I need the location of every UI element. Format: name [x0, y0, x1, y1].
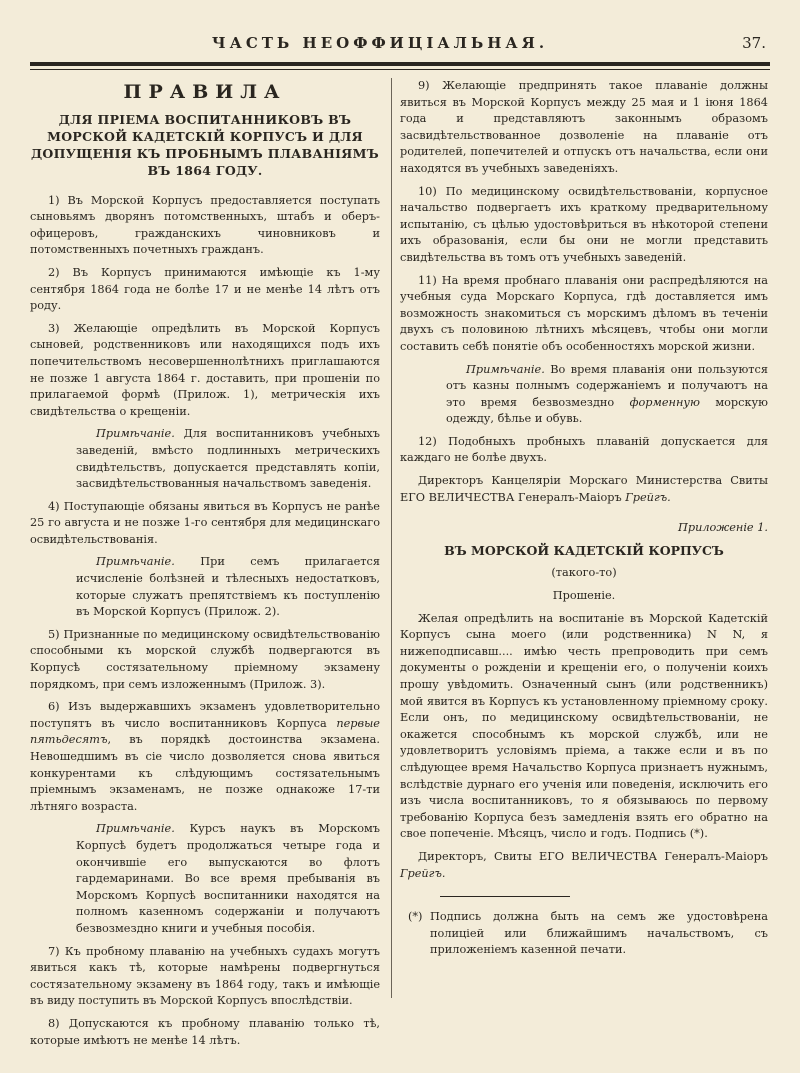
note-label: Примѣчаніе.: [96, 822, 175, 836]
page-number: 37.: [742, 34, 766, 52]
note-text: При семъ прилагается исчисленіе болѣзней и тѣлесныхъ недостатковъ, которые служатъ препятствіемъ къ поступленію въ Морской Корпусъ (Прилож. 2).: [76, 555, 380, 619]
note-3: [76, 821, 380, 937]
appendix-subheading: (такого-то): [551, 566, 617, 580]
document-subtitle: ДЛЯ ПРІЕМА ВОСПИТАННИКОВЪ ВЪ МОРСКОЙ КАДЕТСКІЙ КОРПУСЪ И ДЛЯ ДОПУЩЕНІЯ КЪ ПРОБНЫМЪ ПЛАВАНІЯМЪ ВЪ 1864 ГОДУ.: [31, 111, 379, 178]
signature-2: [400, 849, 768, 882]
text-span: Директоръ Канцеляріи Морскаго Министерства Свиты ЕГО ВЕЛИЧЕСТВА Генералъ-Маіоръ: [400, 474, 768, 504]
rule-paragraph-11: 11) На время пробнаго плаванія они распредѣляются на учебныя суда Морскаго Корпуса, гдѣ доставляется имъ возможность знакомиться съ морскимъ дѣломъ въ теченіи двухъ съ половиною лѣтнихъ мѣсяцевъ, чтобы они могли составить себѣ понятіе объ особенностяхъ морской жизни.: [400, 273, 768, 353]
note-text: Для воспитанниковъ учебныхъ заведеній, вмѣсто подлинныхъ метрическихъ свидѣтельствъ, допускается представлять копіи, засвидѣтельствованныя начальствомъ заведенія.: [76, 427, 380, 491]
footnote-mark: (*): [408, 910, 423, 924]
rule-paragraph-5: 5) Признанные по медицинскому освидѣтельствованію способными къ морской службѣ подвергаются въ Корпусѣ состязательному пріемному экзамену порядкомъ, при семъ изложеннымъ (Прилож. 3).: [30, 627, 380, 691]
rule-paragraph-2: 2) Въ Корпусъ принимаются имѣющіе къ 1-му сентября 1864 года не болѣе 17 и не менѣе 14 лѣтъ отъ роду.: [30, 265, 380, 313]
rule-paragraph-12: 12) Подобныхъ пробныхъ плаваній допускается для каждаго не болѣе двухъ.: [400, 434, 768, 465]
running-title: ЧАСТЬ НЕОФФИЦІАЛЬНАЯ.: [211, 34, 549, 52]
signature-name: Грейгъ.: [625, 490, 671, 504]
rule-paragraph-6: [30, 699, 380, 815]
footnote-rule: [440, 896, 570, 897]
note-label: Примѣчаніе.: [96, 555, 175, 569]
petition-text: Желая опредѣлить на воспитаніе въ Морской Кадетскій Корпусъ сына моего (или родственника) N N, я нижеподписавш.... имѣю честь препроводить при семъ документы о рожденіи и крещеніи его, о полученіи коихъ прошу увѣдомить. Означенный сынъ (или родственникъ) мой явится въ Корпусъ къ установленному пріемному сроку. Если онъ, по медицинскому освидѣтельствованіи, не окажется способнымъ къ морской службѣ, или не удовлетворитъ условіямъ пріема, а также если и въ по слѣдующее время Начальство Корпуса признаетъ нужнымъ, вслѣдствіе дурнаго его ученія или поведенія, исключить его изъ числа воспитанниковъ, то я обязываюсь по первому требованію Корпуса безъ замедленія взять его обратно на свое попеченіе. Мѣсяцъ, число и годъ. Подпись (*).: [400, 611, 768, 841]
text-span: Директоръ, Свиты ЕГО ВЕЛИЧЕСТВА Генералъ-Маіоръ: [418, 849, 768, 863]
text-span: , въ порядкѣ достоинства экзамена. Невошедшимъ въ сіе число дозволяется снова явиться конкурентами къ слѣдующимъ состязательнымъ пріемнымъ экзаменамъ, не позже однакоже 17-ти лѣтняго возраста.: [30, 733, 380, 813]
rule-paragraph-1: 1) Въ Морской Корпусъ предоставляется поступать сыновьямъ дворянъ потомственныхъ, штабъ и оберъ-офицеровъ, гражданскихъ чиновниковъ и потомственныхъ почетныхъ гражданъ.: [30, 193, 380, 257]
footnote: [408, 909, 768, 959]
note-2: [76, 554, 380, 620]
header-rule-thin: [30, 69, 770, 70]
appendix-kind: Прошеніе.: [552, 589, 616, 603]
rule-paragraph-4: 4) Поступающіе обязаны явиться въ Корпусъ не ранѣе 25 го августа и не позже 1-го сентября для медицинскаго освидѣтельствованія.: [30, 499, 380, 546]
signature-name: Грейгъ.: [400, 866, 446, 880]
text-span: 6) Изъ выдержавшихъ экзаменъ удовлетворительно поступятъ въ число воспитанниковъ Корпуса: [30, 700, 380, 730]
note-text: Курсъ наукъ въ Морскомъ Корпусѣ будетъ продолжаться четыре года и окончившіе его выпускаются во флотъ гардемаринами. Во все время пребыванія въ Морскомъ Корпусѣ воспитанники находятся на полномъ казенномъ содержаніи и получаютъ безвозмездно книги и учебныя пособія.: [76, 822, 380, 935]
footnote-text: Подпись должна быть на семъ же удостовѣрена полиціей или ближайшимъ начальствомъ, съ приложеніемъ казенной печати.: [430, 910, 768, 957]
note-label: Примѣчаніе.: [96, 427, 175, 441]
right-column: [400, 78, 768, 965]
rule-paragraph-3: 3) Желающіе опредѣлить въ Морской Корпусъ сыновей, родственниковъ или находящихся подъ ихъ попечительствомъ несовершеннолѣтнихъ приглашаются не позже 1 августа 1864 г. доставить, при прошеніи по прилагаемой формѣ (Прилож. 1), метрическія ихъ свидѣтельства о крещеніи.: [30, 321, 380, 418]
column-separator: [391, 78, 392, 998]
rule-paragraph-7: 7) Къ пробному плаванію на учебныхъ судахъ могутъ явиться какъ тѣ, которые намѣрены подвергнуться состязательному экзамену въ 1864 году, такъ и имѣющіе въ виду поступить въ Морской Корпусъ впослѣдствіи.: [30, 944, 380, 1008]
left-column: [30, 78, 380, 1055]
header-rule-thick: [30, 62, 770, 66]
note-label: Примѣчаніе.: [466, 362, 545, 376]
rule-paragraph-10: 10) По медицинскому освидѣтельствованіи, корпусное начальство подвергаетъ ихъ краткому предварительному испытанію, съ цѣлью удостовѣриться въ нѣкоторой степени ихъ образованія, если бы они не могли представить свидѣтельства въ томъ отъ учебныхъ заведеній.: [400, 184, 768, 264]
text-span: Во время плаванія они пользуются отъ казны полнымъ содержаніемъ и получаютъ на это время безвозмездно: [446, 362, 768, 409]
note-4: [446, 362, 768, 428]
text-span: морскую одежду, бѣлье и обувь.: [446, 395, 769, 426]
italic-span: форменную: [629, 395, 700, 409]
appendix-heading: ВЪ МОРСКОЙ КАДЕТСКІЙ КОРПУСЪ: [444, 542, 724, 558]
appendix-label: Приложеніе 1.: [678, 521, 768, 535]
document-title: ПРАВИЛА: [123, 81, 287, 103]
page-header: [30, 28, 770, 62]
rule-paragraph-8: 8) Допускаются къ пробному плаванію только тѣ, которые имѣютъ не менѣе 14 лѣтъ.: [30, 1016, 380, 1047]
note-1: [76, 426, 380, 492]
rule-paragraph-9: 9) Желающіе предпринять такое плаваніе должны явиться въ Морской Корпусъ между 25 мая и 1 іюня 1864 года и представляютъ законнымъ образомъ засвидѣтельствованное дозволеніе на плаваніе отъ родителей, попечителей и отпускъ отъ начальства, если они находятся въ учебныхъ заведеніяхъ.: [400, 79, 768, 175]
italic-span: первые пятьдесятъ: [30, 716, 380, 747]
signature-1: [400, 473, 768, 506]
